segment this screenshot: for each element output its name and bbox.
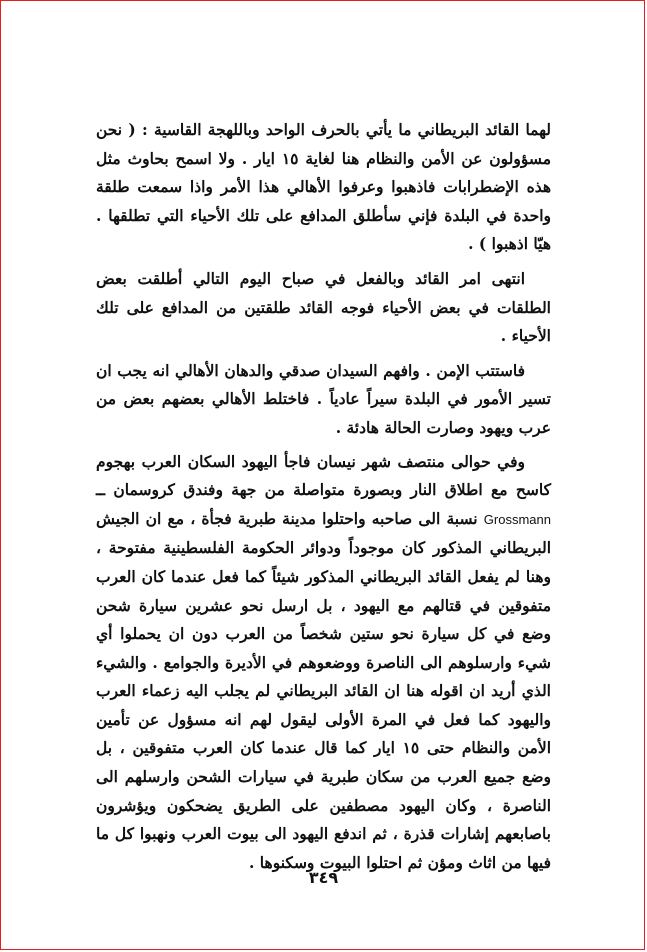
paragraph-text-after: نسبة الى صاحبه واحتلوا مدينة طبرية فجأة ، مع ان الجيش البريطاني المذكور كان موجوداً ودوائر الحكومة الفلسطينية مفتوحة ، وهنا لم يفعل القائد البريطاني المذكور شيئاً كما فعل عندما كان العرب متفوقين في قتالهم مع اليهود ، بل ارسل نحو عشرين سيارة شحن وضع في كل سيارة نحو ستين شخصاً من العرب دون ان يحملوا أي شيء وارسلوهم الى الناصرة ووضعوهم في الأديرة والجوامع . والشيء الذي أريد ان اقوله هنا ان القائد البريطاني لم يجلب اليه زعماء العرب واليهود كما فعل في المرة الأولى ليقول لهم انه مسؤول عن تأمين الأمن والنظام حتى ١٥ ايار كما قال عندما كان العرب متفوقين ، بل وضع جميع العرب من سكان طبرية في سيارات الشحن وارسلهم الى الناصرة ، وكان اليهود مصطفين على الطريق يضحكون ويؤشرون باصابعهم إشارات قذرة ، ثم اندفع اليهود الى بيوت العرب ونهبوا كل ما فيها من اثاث ومؤن ثم احتلوا البيوت وسكنوها . (96, 508, 552, 872)
paragraph-text-before: وفي حوالى منتصف شهر نيسان فاجأ اليهود السكان العرب بهجوم كاسح مع اطلاق النار وبصورة متواصلة من جهة وفندق كروسمان ــ (96, 451, 551, 500)
paragraph-artillery: انتهى امر القائد وبالفعل في صباح اليوم التالي أطلقت بعض الطلقات في بعض الأحياء فوجه القائد طلقتين من المدافع على تلك الأحياء . (96, 268, 551, 346)
paragraph-security: فاستتب الإمن . وافهم السيدان صدقي والدهان الأهالي انه يجب ان تسير الأمور في البلدة سيراً عادياً . فاختلط الأهالي بعضهم بعض من عرب ويهود وصارت الحالة هادئة . (96, 360, 551, 437)
page-number: ٣٤٩ (308, 868, 339, 887)
latin-name-grossmann: Grossmann (483, 511, 551, 527)
paragraph-commander-speech: لهما القائد البريطاني ما يأتي بالحرف الواحد وباللهجة القاسية : ( نحن مسؤولون عن الأمن والنظام هنا لغاية ١٥ ايار . ولا اسمح بحاوث مثل هذه الإضطرابات فاذهبوا وعرفوا الأهالي هذا الأمر واذا سمعت طلقة واحدة في البلدة فإني سأطلق المدافع على تلك الأحياء التي تطلقها . هيّا اذهبوا ) . (96, 120, 551, 254)
paragraph-april-attack (96, 448, 551, 878)
document-body (96, 116, 551, 877)
